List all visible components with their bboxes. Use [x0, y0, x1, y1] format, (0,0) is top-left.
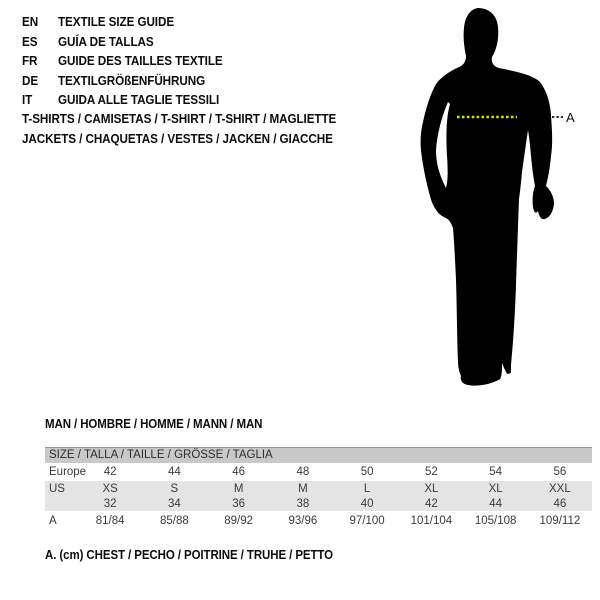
- lang-code: ES: [22, 33, 38, 49]
- size-cell: 93/96: [288, 514, 318, 527]
- measure-label-a: A: [566, 110, 575, 125]
- size-cell: 32: [103, 497, 117, 510]
- lang-label: GUIDA ALLE TAGLIE TESSILI: [58, 92, 220, 107]
- section-title: MAN / HOMBRE / HOMME / MANN / MAN: [45, 417, 263, 431]
- size-cell: 89/92: [224, 514, 254, 527]
- lang-row-it: [22, 90, 223, 110]
- size-cell: 52: [424, 466, 438, 478]
- size-cell: 85/88: [159, 514, 189, 527]
- size-cell: 44: [489, 497, 503, 510]
- category-line-jackets: JACKETS / CHAQUETAS / VESTES / JACKEN / GIACCHE: [22, 131, 333, 146]
- size-cell: M: [298, 482, 308, 495]
- measurement-note: A. (cm) CHEST / PECHO / POITRINE / TRUHE / PETTO: [45, 548, 334, 562]
- table-row-chest-cm: [45, 511, 592, 530]
- size-cell: 101/104: [410, 514, 453, 527]
- table-row-europe: [45, 463, 592, 481]
- size-cell: XXL: [549, 482, 571, 495]
- lang-label: GUÍA DE TALLAS: [58, 33, 154, 49]
- lang-code: EN: [22, 14, 39, 29]
- size-cell: S: [170, 482, 179, 495]
- lang-label: TEXTILGRÖßENFÜHRUNG: [58, 72, 206, 88]
- category-line-tshirts: T-SHIRTS / CAMISETAS / T-SHIRT / T-SHIRT / MAGLIETTE: [22, 111, 337, 126]
- size-cell: 42: [103, 466, 117, 478]
- lang-code: FR: [22, 53, 38, 68]
- table-row-numeric: [45, 496, 592, 511]
- size-cell: 56: [553, 466, 567, 478]
- size-cell: 42: [424, 497, 438, 510]
- garment-categories: [22, 109, 336, 149]
- size-cell: 46: [553, 497, 567, 510]
- language-list: [22, 12, 223, 110]
- lang-row-es: [22, 32, 223, 52]
- lang-code: DE: [22, 72, 39, 88]
- size-cell: 50: [360, 466, 374, 478]
- size-cell: 54: [489, 466, 503, 478]
- lang-row-fr: [22, 51, 223, 71]
- size-cell: XL: [424, 482, 439, 495]
- size-cell: XL: [488, 482, 503, 495]
- size-cell: 38: [296, 497, 310, 510]
- row-label: Europe: [49, 466, 87, 478]
- measurement-figure: [400, 0, 600, 400]
- size-table-header: SIZE / TALLA / TAILLE / GRÖSSE / TAGLIA: [45, 447, 592, 463]
- row-label: US: [49, 482, 65, 495]
- size-cell: M: [233, 482, 244, 495]
- lang-row-de: [22, 71, 223, 91]
- size-cell: 105/108: [474, 514, 517, 527]
- table-row-us: [45, 481, 592, 496]
- size-cell: 34: [167, 497, 181, 510]
- size-table: [45, 447, 592, 530]
- size-cell: 44: [167, 466, 181, 478]
- lang-row-en: [22, 12, 223, 32]
- size-cell: 81/84: [95, 514, 125, 527]
- lang-code: IT: [22, 92, 33, 107]
- size-cell: 36: [232, 497, 246, 510]
- size-cell: L: [363, 482, 371, 495]
- lang-label: TEXTILE SIZE GUIDE: [58, 14, 175, 29]
- size-cell: 97/100: [349, 514, 385, 527]
- size-cell: XS: [102, 482, 118, 495]
- size-cell: 109/112: [539, 514, 581, 527]
- size-cell: 40: [360, 497, 374, 510]
- man-silhouette: [400, 0, 600, 400]
- lang-label: GUIDE DES TAILLES TEXTILE: [58, 53, 223, 68]
- size-cell: 48: [296, 466, 310, 478]
- man-silhouette-shape: [421, 8, 554, 386]
- row-label: A: [49, 514, 57, 527]
- size-cell: 46: [232, 466, 246, 478]
